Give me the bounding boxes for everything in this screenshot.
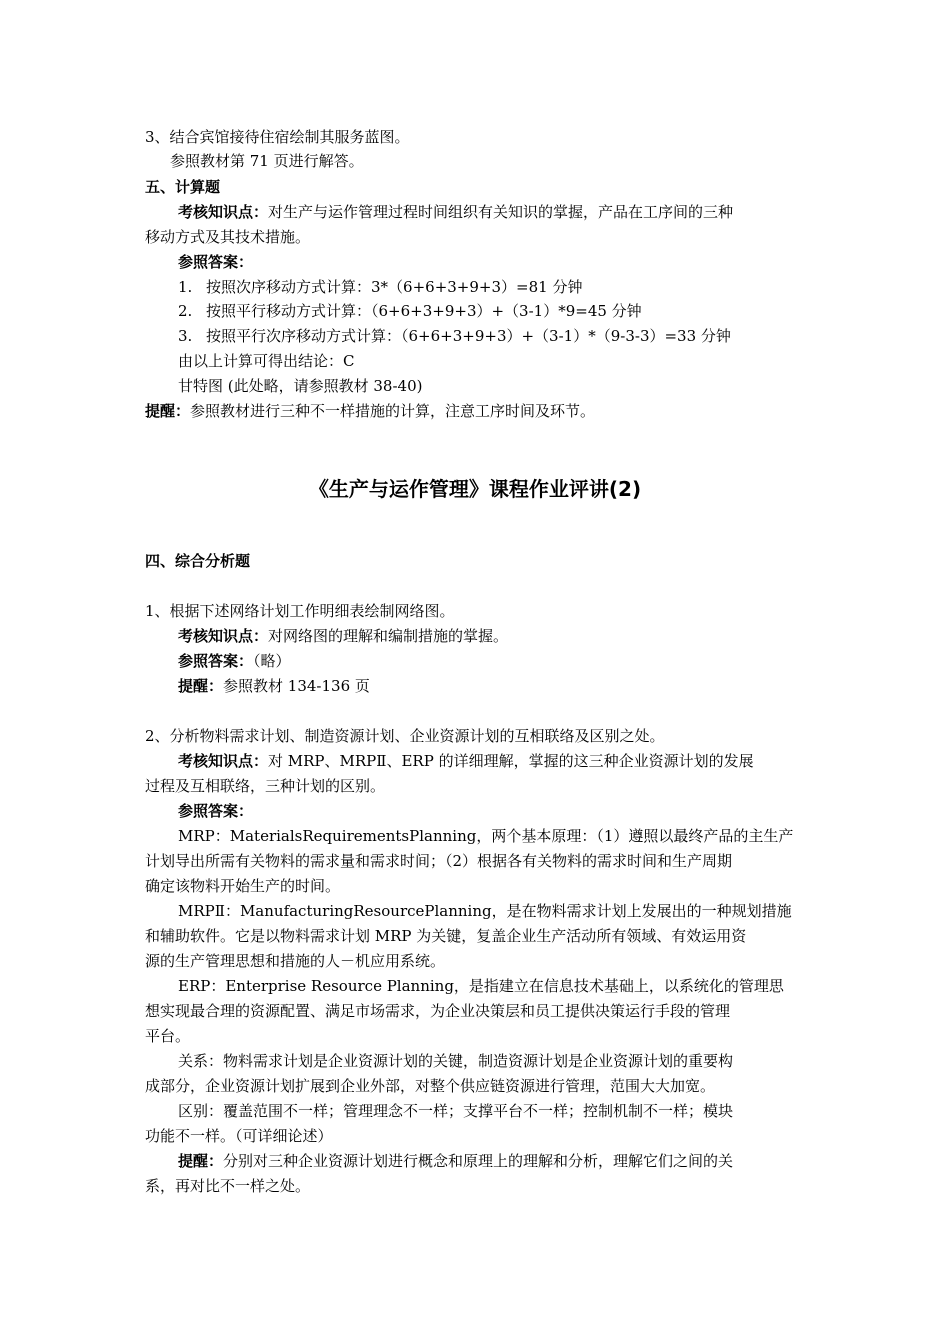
q2-knowledge-point-text: 对 MRP、MRPⅡ、ERP 的详细理解，掌握的这三种企业资源计划的发展 bbox=[268, 752, 754, 770]
question-3: 3、结合宾馆接待住宿绘制其服务蓝图。 bbox=[145, 128, 410, 146]
q1-tip-text: 参照教材 134-136 页 bbox=[223, 677, 370, 695]
difference-paragraph-line-2: 功能不一样。（可详细论述） bbox=[145, 1127, 333, 1145]
calc-item-3-text: 按照平行次序移动方式计算：（6+6+3+9+3）+（3-1）*（9-3-3）=33 分钟 bbox=[206, 327, 731, 345]
mrp-paragraph-line-1: MRP：MaterialsRequirementsPlanning，两个基本原理：（1）遵照以最终产品的主生产 bbox=[178, 827, 794, 845]
q2-knowledge-point-cont: 过程及互相联络，三种计划的区别。 bbox=[145, 777, 386, 795]
q1-tip bbox=[178, 676, 370, 696]
question-2: 2、分析物料需求计划、制造资源计划、企业资源计划的互相联络及区别之处。 bbox=[145, 727, 665, 745]
erp-paragraph-line-1: ERP：Enterprise Resource Planning，是指建立在信息技术基础上，以系统化的管理思 bbox=[178, 977, 784, 995]
knowledge-point-label: 考核知识点： bbox=[178, 203, 269, 221]
knowledge-point-text: 对生产与运作管理过程时间组织有关知识的掌握，产品在工序间的三种 bbox=[268, 203, 734, 221]
question-1: 1、根据下述网络计划工作明细表绘制网络图。 bbox=[145, 602, 455, 620]
q1-knowledge-point-text: 对网络图的理解和编制措施的掌握。 bbox=[268, 627, 509, 645]
mrp-paragraph-line-2: 计划导出所需有关物料的需求量和需求时间；（2）根据各有关物料的需求时间和生产周期 bbox=[145, 852, 733, 870]
knowledge-point bbox=[178, 202, 733, 222]
question-3-reference: 参照教材第 71 页进行解答。 bbox=[170, 152, 364, 170]
mrp2-paragraph-line-3: 源的生产管理思想和措施的人－机应用系统。 bbox=[145, 952, 446, 970]
gantt-note: 甘特图 (此处略，请参照教材 38-40) bbox=[178, 377, 423, 395]
mrp-paragraph-line-3: 确定该物料开始生产的时间。 bbox=[145, 877, 341, 895]
q2-tip-text: 分别对三种企业资源计划进行概念和原理上的理解和分析，理解它们之间的关 bbox=[223, 1152, 734, 1170]
calc-item-1-text: 按照次序移动方式计算：3*（6+6+3+9+3）=81 分钟 bbox=[206, 278, 583, 296]
erp-paragraph-line-3: 平台。 bbox=[145, 1027, 191, 1045]
tip-text: 参照教材进行三种不一样措施的计算，注意工序时间及环节。 bbox=[190, 402, 596, 420]
tip-label: 提醒： bbox=[145, 402, 191, 420]
calc-item-2-text: 按照平行移动方式计算：（6+6+3+9+3）+（3-1）*9=45 分钟 bbox=[206, 302, 642, 320]
q2-tip-label: 提醒： bbox=[178, 1152, 224, 1170]
q1-tip-label: 提醒： bbox=[178, 677, 224, 695]
section-4-heading: 四、综合分析题 bbox=[145, 552, 251, 570]
calc-item-3-number: 3. bbox=[178, 327, 193, 345]
q2-tip bbox=[178, 1151, 733, 1171]
relation-paragraph-line-1: 关系：物料需求计划是企业资源计划的关键，制造资源计划是企业资源计划的重要构 bbox=[178, 1052, 734, 1070]
mrp2-paragraph-line-1: MRPⅡ：ManufacturingResourcePlanning，是在物料需求计划上发展出的一种规划措施 bbox=[178, 902, 792, 920]
answer-label: 参照答案： bbox=[178, 253, 254, 271]
q2-answer-label: 参照答案： bbox=[178, 802, 254, 820]
calc-item-2 bbox=[178, 301, 642, 321]
q1-answer bbox=[178, 651, 291, 671]
q1-answer-text: （略） bbox=[253, 652, 291, 670]
difference-paragraph-line-1: 区别：覆盖范围不一样；管理理念不一样；支撑平台不一样；控制机制不一样；模块 bbox=[178, 1102, 734, 1120]
q1-answer-label: 参照答案： bbox=[178, 652, 254, 670]
calc-item-1 bbox=[178, 277, 582, 297]
knowledge-point-cont: 移动方式及其技术措施。 bbox=[145, 228, 311, 246]
erp-paragraph-line-2: 想实现最合理的资源配置、满足市场需求，为企业决策层和员工提供决策运行手段的管理 bbox=[145, 1002, 731, 1020]
page-title: 《生产与运作管理》课程作业评讲(2) bbox=[308, 477, 642, 501]
relation-paragraph-line-2: 成部分，企业资源计划扩展到企业外部，对整个供应链资源进行管理，范围大大加宽。 bbox=[145, 1077, 716, 1095]
mrp2-paragraph-line-2: 和辅助软件。它是以物料需求计划 MRP 为关键，复盖企业生产活动所有领域、有效运用资 bbox=[145, 927, 747, 945]
q1-knowledge-point bbox=[178, 626, 508, 646]
tip bbox=[145, 401, 595, 421]
conclusion: 由以上计算可得出结论：C bbox=[178, 352, 355, 370]
q2-knowledge-point-label: 考核知识点： bbox=[178, 752, 269, 770]
section-5-heading: 五、计算题 bbox=[145, 178, 221, 196]
calc-item-2-number: 2. bbox=[178, 302, 193, 320]
calc-item-3 bbox=[178, 326, 731, 346]
q2-knowledge-point bbox=[178, 751, 754, 771]
calc-item-1-number: 1. bbox=[178, 278, 193, 296]
q1-knowledge-point-label: 考核知识点： bbox=[178, 627, 269, 645]
q2-tip-cont: 系，再对比不一样之处。 bbox=[145, 1177, 311, 1195]
